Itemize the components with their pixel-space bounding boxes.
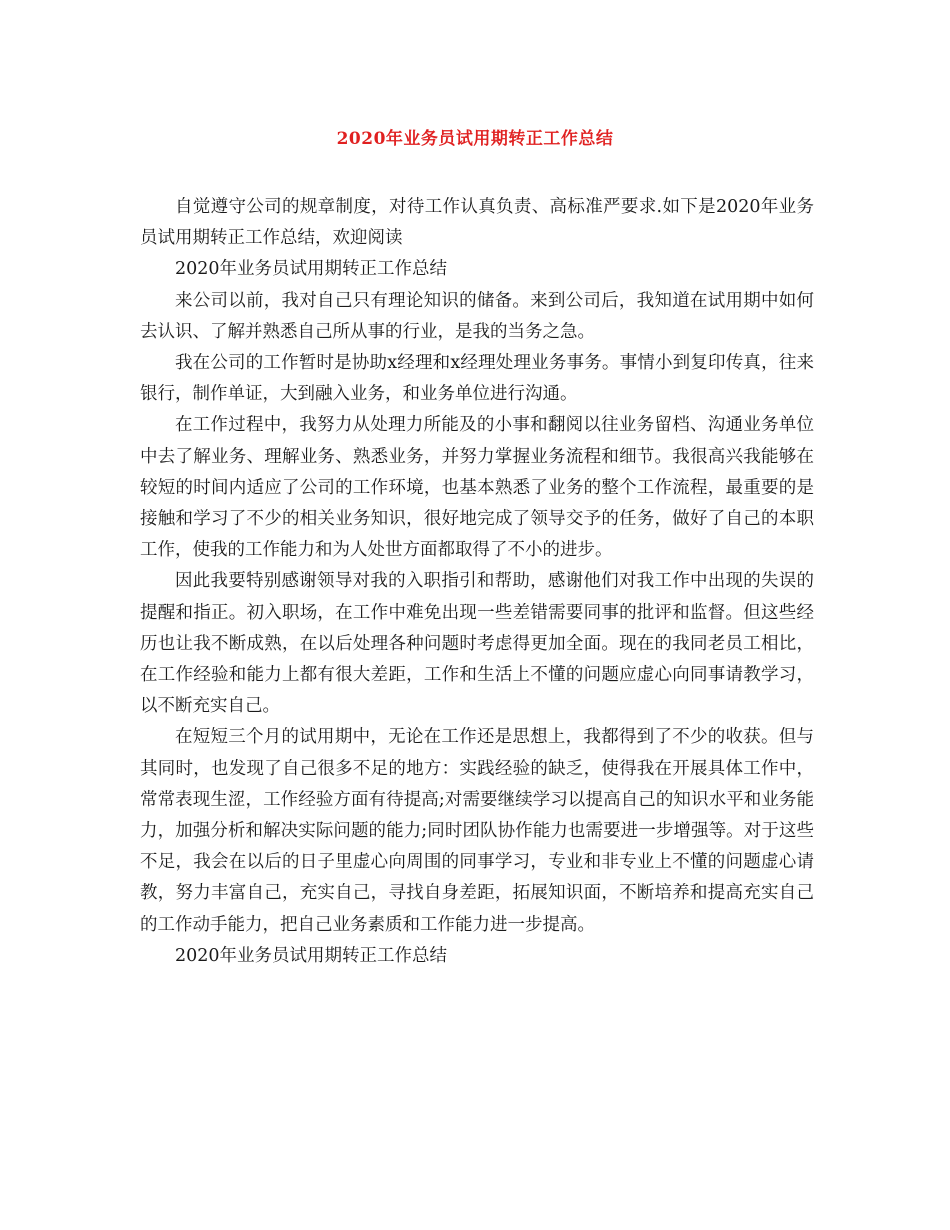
- paragraph: 来公司以前，我对自己只有理论知识的储备。来到公司后，我知道在试用期中如何去认识、了解并熟悉自己所从事的行业，是我的当务之急。: [140, 290, 814, 342]
- document-title: 2020年业务员试用期转正工作总结: [336, 129, 614, 149]
- paragraph-intro: 自觉遵守公司的规章制度，对待工作认真负责、高标准严要求.如下是2020年业务员试用期转正工作总结，欢迎阅读: [140, 197, 814, 249]
- paragraph-subheading: 2020年业务员试用期转正工作总结: [175, 259, 448, 280]
- paragraph-footer-heading: 2020年业务员试用期转正工作总结: [175, 945, 448, 966]
- document-body: [140, 192, 814, 972]
- paragraph: 在工作过程中，我努力从处理力所能及的小事和翻阅以往业务留档、沟通业务单位中去了解业务、理解业务、熟悉业务，并努力掌握业务流程和细节。我很高兴我能够在较短的时间内适应了公司的工作环境，也基本熟悉了业务的整个工作流程，最重要的是接触和学习了不少的相关业务知识，很好地完成了领导交予的任务，做好了自己的本职工作，使我的工作能力和为人处世方面都取得了不小的进步。: [140, 415, 814, 561]
- paragraph: 在短短三个月的试用期中，无论在工作还是思想上，我都得到了不少的收获。但与其同时，也发现了自己很多不足的地方：实践经验的缺乏，使得我在开展具体工作中，常常表现生涩，工作经验方面有待提高;对需要继续学习以提高自己的知识水平和业务能力，加强分析和解决实际问题的能力;同时团队协作能力也需要进一步增强等。对于这些不足，我会在以后的日子里虚心向周围的同事学习，专业和非专业上不懂的问题虚心请教，努力丰富自己，充实自己，寻找自身差距，拓展知识面，不断培养和提高充实自己的工作动手能力，把自己业务素质和工作能力进一步提高。: [140, 727, 814, 935]
- paragraph: 因此我要特别感谢领导对我的入职指引和帮助，感谢他们对我工作中出现的失误的提醒和指正。初入职场，在工作中难免出现一些差错需要同事的批评和监督。但这些经历也让我不断成熟，在以后处理各种问题时考虑得更加全面。现在的我同老员工相比，在工作经验和能力上都有很大差距，工作和生活上不懂的问题应虚心向同事请教学习，以不断充实自己。: [140, 571, 814, 717]
- paragraph: 我在公司的工作暂时是协助x经理和x经理处理业务事务。事情小到复印传真，往来银行，制作单证，大到融入业务，和业务单位进行沟通。: [140, 353, 814, 405]
